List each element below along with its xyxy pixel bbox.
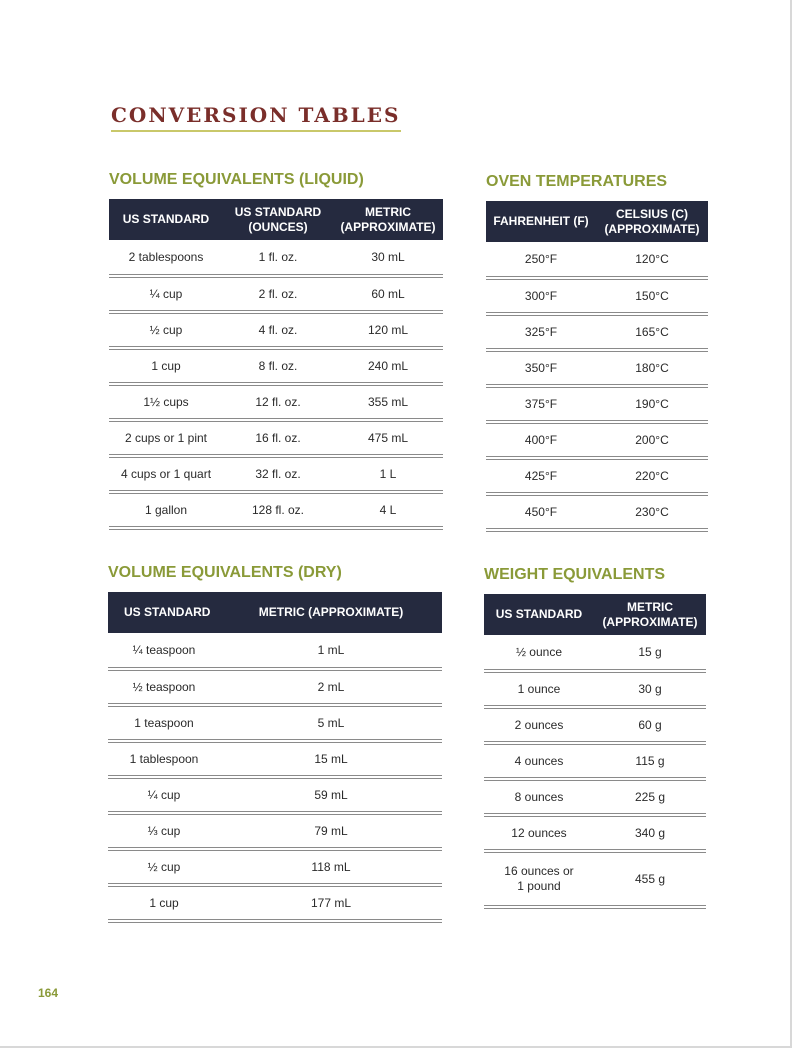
table-cell: 355 mL: [333, 384, 443, 420]
table-row: [109, 276, 443, 312]
table-cell: 1 teaspoon: [108, 705, 220, 741]
table-row: [109, 240, 443, 276]
oven-temperatures-section: [486, 172, 708, 532]
column-header: US STANDARD: [484, 594, 594, 635]
table-row: [486, 278, 708, 314]
table-cell: 4 cups or 1 quart: [109, 456, 223, 492]
table-cell: 375°F: [486, 386, 596, 422]
table-cell: ½ ounce: [484, 635, 594, 671]
table-row: [484, 635, 706, 671]
table-cell: 15 mL: [220, 741, 442, 777]
table-cell: 190°C: [596, 386, 708, 422]
table-header-row: [109, 199, 443, 240]
table-cell: 1 L: [333, 456, 443, 492]
table-cell: 30 mL: [333, 240, 443, 276]
column-header: FAHRENHEIT (F): [486, 201, 596, 242]
table-cell: 4 fl. oz.: [223, 312, 333, 348]
table-row: [484, 743, 706, 779]
table-cell: 5 mL: [220, 705, 442, 741]
oven-temperatures-heading: OVEN TEMPERATURES: [486, 173, 668, 190]
table-cell: 1½ cups: [109, 384, 223, 420]
table-cell: 240 mL: [333, 348, 443, 384]
table-row: [108, 849, 442, 885]
table-cell: 455 g: [594, 851, 706, 907]
table-cell: 8 ounces: [484, 779, 594, 815]
table-cell: 12 ounces: [484, 815, 594, 851]
table-row: [109, 348, 443, 384]
table-cell: 1 ounce: [484, 671, 594, 707]
table-cell: 12 fl. oz.: [223, 384, 333, 420]
table-cell: ½ cup: [109, 312, 223, 348]
table-cell: 15 g: [594, 635, 706, 671]
volume-liquid-section: [109, 170, 443, 530]
table-cell: 150°C: [596, 278, 708, 314]
table-cell: 120°C: [596, 242, 708, 278]
table-header-row: [484, 594, 706, 635]
weight-equivalents-table: [484, 594, 706, 909]
column-header: US STANDARD: [108, 592, 220, 633]
table-cell: ¼ teaspoon: [108, 633, 220, 669]
table-row: [484, 671, 706, 707]
table-cell: 350°F: [486, 350, 596, 386]
table-cell: 79 mL: [220, 813, 442, 849]
table-cell: 200°C: [596, 422, 708, 458]
table-row: [108, 705, 442, 741]
table-header-row: [108, 592, 442, 633]
table-cell: 230°C: [596, 494, 708, 530]
oven-temperatures-table: [486, 201, 708, 532]
table-row: [484, 851, 706, 907]
table-row: [108, 777, 442, 813]
table-row: [109, 420, 443, 456]
table-cell: 1 tablespoon: [108, 741, 220, 777]
page-number: 164: [38, 986, 59, 1000]
table-cell: 475 mL: [333, 420, 443, 456]
table-cell: 300°F: [486, 278, 596, 314]
volume-dry-section: [108, 563, 442, 923]
table-cell: 180°C: [596, 350, 708, 386]
table-cell: 4 L: [333, 492, 443, 528]
table-cell: 115 g: [594, 743, 706, 779]
table-cell: 4 ounces: [484, 743, 594, 779]
table-cell: 400°F: [486, 422, 596, 458]
table-cell: 2 tablespoons: [109, 240, 223, 276]
table-cell: ⅓ cup: [108, 813, 220, 849]
table-cell: 16 fl. oz.: [223, 420, 333, 456]
table-cell: 1 gallon: [109, 492, 223, 528]
table-row: [109, 384, 443, 420]
title-underline: [111, 130, 401, 132]
table-row: [109, 312, 443, 348]
table-cell: 60 mL: [333, 276, 443, 312]
table-row: [108, 741, 442, 777]
volume-liquid-table: [109, 199, 443, 530]
table-row: [486, 494, 708, 530]
column-header: US STANDARD (OUNCES): [223, 199, 333, 240]
table-cell: ¼ cup: [109, 276, 223, 312]
column-header: METRIC (APPROXIMATE): [220, 592, 442, 633]
table-cell: 128 fl. oz.: [223, 492, 333, 528]
table-cell: 118 mL: [220, 849, 442, 885]
table-row: [108, 813, 442, 849]
table-row: [486, 386, 708, 422]
weight-equivalents-heading: WEIGHT EQUIVALENTS: [484, 566, 666, 583]
table-cell: 8 fl. oz.: [223, 348, 333, 384]
table-row: [486, 314, 708, 350]
table-row: [484, 779, 706, 815]
table-cell: 30 g: [594, 671, 706, 707]
table-cell: ½ cup: [108, 849, 220, 885]
column-header: METRIC (APPROXIMATE): [333, 199, 443, 240]
table-cell: 450°F: [486, 494, 596, 530]
table-cell: 325°F: [486, 314, 596, 350]
table-cell: 250°F: [486, 242, 596, 278]
table-cell: 2 cups or 1 pint: [109, 420, 223, 456]
column-header: CELSIUS (C) (APPROXIMATE): [596, 201, 708, 242]
table-cell: 340 g: [594, 815, 706, 851]
table-row: [109, 492, 443, 528]
volume-dry-table: [108, 592, 442, 923]
table-row: [484, 707, 706, 743]
column-header: US STANDARD: [109, 199, 223, 240]
table-cell: 220°C: [596, 458, 708, 494]
table-cell: ¼ cup: [108, 777, 220, 813]
table-cell: 120 mL: [333, 312, 443, 348]
table-cell: 16 ounces or 1 pound: [484, 851, 594, 907]
table-header-row: [486, 201, 708, 242]
table-cell: 1 cup: [109, 348, 223, 384]
table-cell: 2 ounces: [484, 707, 594, 743]
table-cell: ½ teaspoon: [108, 669, 220, 705]
page-title: CONVERSION TABLES: [111, 103, 401, 127]
table-row: [108, 633, 442, 669]
table-row: [108, 669, 442, 705]
table-row: [486, 242, 708, 278]
table-cell: 2 mL: [220, 669, 442, 705]
table-cell: 59 mL: [220, 777, 442, 813]
table-cell: 1 mL: [220, 633, 442, 669]
weight-equivalents-section: [484, 565, 706, 909]
table-cell: 425°F: [486, 458, 596, 494]
volume-dry-heading: VOLUME EQUIVALENTS (DRY): [108, 564, 342, 581]
table-row: [108, 885, 442, 921]
table-cell: 60 g: [594, 707, 706, 743]
table-cell: 1 fl. oz.: [223, 240, 333, 276]
table-cell: 2 fl. oz.: [223, 276, 333, 312]
table-row: [109, 456, 443, 492]
table-row: [484, 815, 706, 851]
table-cell: 225 g: [594, 779, 706, 815]
table-cell: 165°C: [596, 314, 708, 350]
table-row: [486, 350, 708, 386]
column-header: METRIC (APPROXIMATE): [594, 594, 706, 635]
table-cell: 177 mL: [220, 885, 442, 921]
table-cell: 32 fl. oz.: [223, 456, 333, 492]
volume-liquid-heading: VOLUME EQUIVALENTS (LIQUID): [109, 171, 364, 188]
table-row: [486, 422, 708, 458]
table-cell: 1 cup: [108, 885, 220, 921]
table-row: [486, 458, 708, 494]
